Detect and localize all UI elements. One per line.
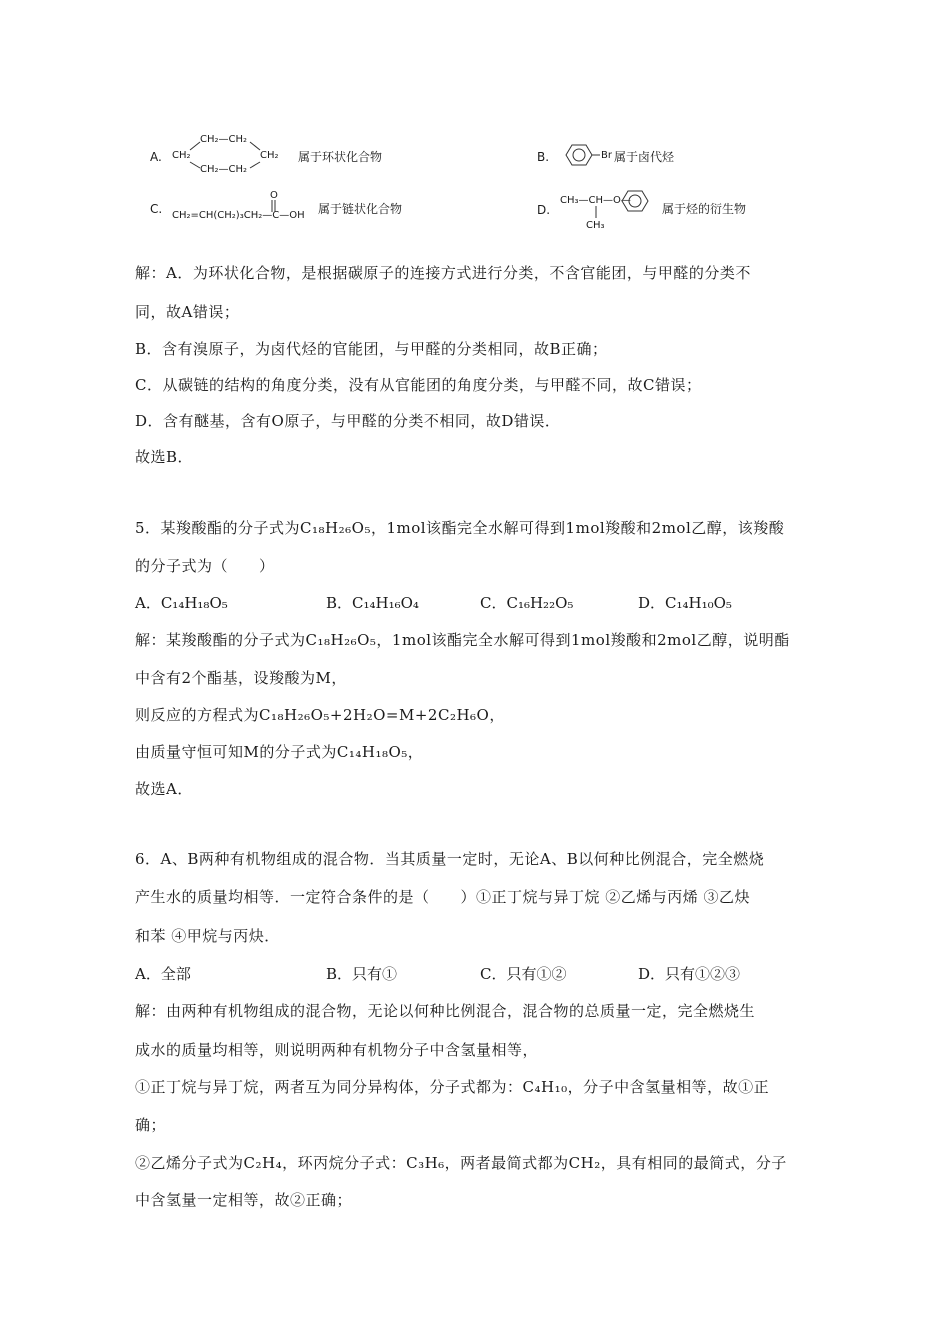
- q5-solution-line: 中含有2个酯基，设羧酸为M，: [135, 669, 347, 687]
- option-d-chain: CH₃—CH—O—: [560, 195, 631, 206]
- q6-option-d: D．只有①②③: [638, 965, 741, 983]
- option-a-desc: 属于环状化合物: [298, 150, 383, 164]
- q4-solution-line: B．含有溴原子，为卤代烃的官能团，与甲醛的分类相同，故B正确；: [135, 340, 608, 358]
- q6-solution-line: 中含氢量一定相等，故②正确；: [135, 1191, 353, 1209]
- q5-option-a: A．C₁₄H₁₈O₅: [135, 594, 228, 612]
- q4-solution-line: C．从碳链的结构的角度分类，没有从官能团的角度分类，与甲醛不同，故C错误；: [135, 376, 702, 394]
- option-a-letter: A.: [150, 150, 162, 164]
- q6-solution-line: 解：由两种有机物组成的混合物，无论以何种比例混合，混合物的总质量一定，完全燃烧生: [135, 1002, 756, 1020]
- option-d-branch-bond: [593, 206, 599, 220]
- q6-solution-line: ②乙烯分子式为C₂H₄，环丙烷分子式：C₃H₆，两者最简式都为CH₂，具有相同的最简式，分子: [135, 1154, 787, 1172]
- q5-solution-line: 故选A．: [135, 780, 193, 798]
- option-c-letter: C.: [150, 202, 163, 216]
- q5-option-d: D．C₁₄H₁₀O₅: [638, 594, 732, 612]
- option-b-substituent: Br: [601, 150, 612, 161]
- option-a-struct-left: CH₂: [172, 150, 191, 161]
- option-d-benzene-icon: [618, 186, 658, 216]
- option-b-letter: B.: [537, 150, 550, 164]
- q5-solution-line: 解：某羧酸酯的分子式为C₁₈H₂₆O₅，1mol该酯完全水解可得到1mol羧酸和2mol乙醇，说明酯: [135, 631, 790, 649]
- q4-solution-line: 同，故A错误；: [135, 303, 240, 321]
- q6-solution-line: 成水的质量均相等，则说明两种有机物分子中含氢量相等，: [135, 1041, 539, 1059]
- option-a-bonds: [0, 0, 950, 300]
- q6-stem-line: 6．A、B两种有机物组成的混合物．当其质量一定时，无论A、B以何种比例混合，完全燃烧: [135, 850, 765, 868]
- q4-solution-line: 解：A．为环状化合物，是根据碳原子的连接方式进行分类，不含官能团，与甲醛的分类不: [135, 264, 751, 282]
- benzene-ring-icon: [560, 140, 600, 170]
- q6-option-c: C．只有①②: [480, 965, 567, 983]
- option-c-carbonyl-o: O: [270, 190, 278, 201]
- q6-solution-line: ①正丁烷与异丁烷，两者互为同分异构体，分子式都为：C₄H₁₀，分子中含氢量相等，故①正: [135, 1078, 770, 1096]
- q5-stem-line: 的分子式为（ ）: [135, 557, 275, 575]
- option-b-desc: 属于卤代烃: [614, 150, 675, 164]
- q5-option-c: C．C₁₆H₂₂O₅: [480, 594, 574, 612]
- option-d-methyl: CH₃: [586, 220, 605, 231]
- option-a-struct-right: CH₂: [260, 150, 279, 161]
- q4-solution-line: D．含有醚基，含有O原子，与甲醛的分类不相同，故D错误．: [135, 412, 561, 430]
- q5-stem-line: 5．某羧酸酯的分子式为C₁₈H₂₆O₅，1mol该酯完全水解可得到1mol羧酸和2mol乙醇，该羧酸: [135, 519, 785, 537]
- option-a-struct-bottom: CH₂—CH₂: [200, 164, 248, 175]
- option-d-letter: D.: [537, 203, 551, 217]
- q6-stem-line: 产生水的质量均相等．一定符合条件的是（ ）①正丁烷与异丁烷 ②乙烯与丙烯 ③乙炔: [135, 888, 751, 906]
- q6-stem-line: 和苯 ④甲烷与丙炔．: [135, 927, 280, 945]
- q6-option-a: A．全部: [135, 965, 191, 983]
- q6-option-b: B．只有①: [326, 965, 398, 983]
- option-c-chain: CH₂=CH(CH₂)₃CH₂—C—OH: [172, 210, 305, 221]
- q4-solution-line: 故选B．: [135, 448, 194, 466]
- option-c-desc: 属于链状化合物: [318, 202, 403, 216]
- q5-solution-line: 由质量守恒可知M的分子式为C₁₄H₁₈O₅，: [135, 743, 424, 761]
- q5-option-b: B．C₁₄H₁₆O₄: [326, 594, 419, 612]
- option-d-desc: 属于烃的衍生物: [662, 202, 747, 216]
- q6-solution-line: 确；: [135, 1116, 167, 1134]
- option-a-struct-top: CH₂—CH₂: [200, 134, 248, 145]
- q5-solution-line: 则反应的方程式为C₁₈H₂₆O₅+2H₂O=M+2C₂H₆O，: [135, 706, 505, 724]
